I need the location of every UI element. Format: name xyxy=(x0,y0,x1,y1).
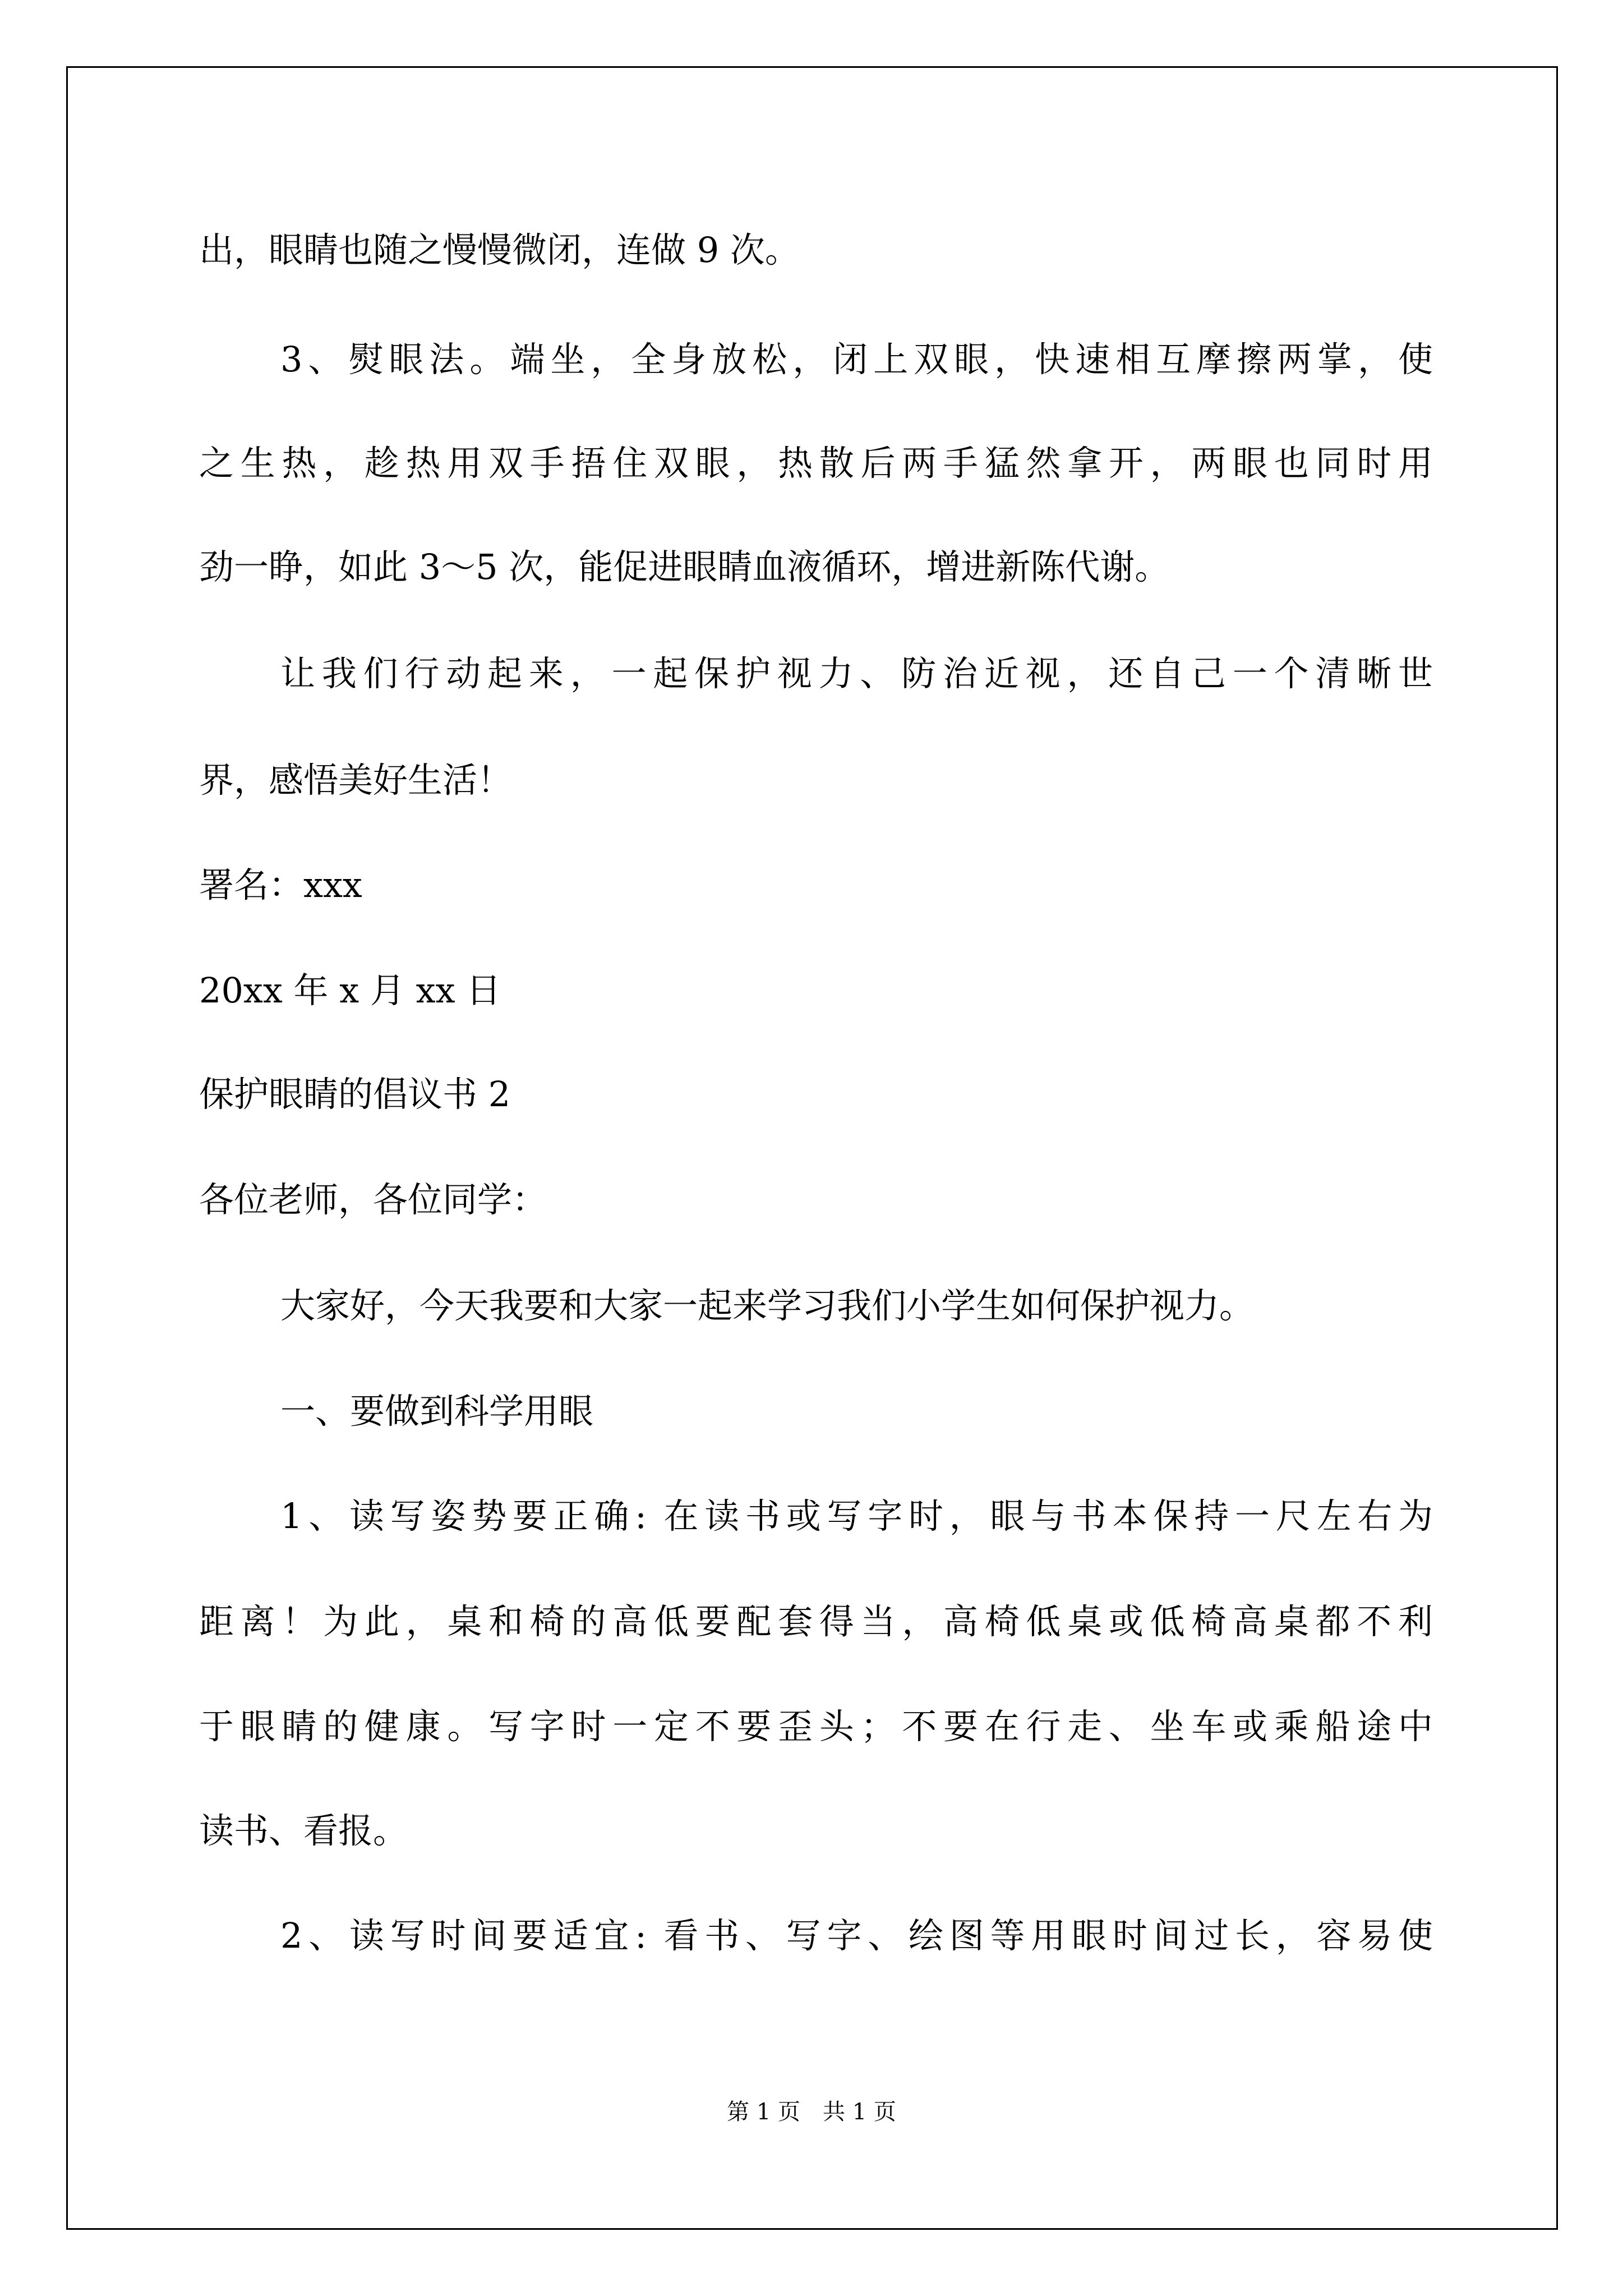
body-line-16: 读书、看报。 xyxy=(199,1810,408,1851)
body-line-1: 出，眼睛也随之慢慢微闭，连做 9 次。 xyxy=(199,229,800,270)
body-line-14: 距离！为此，桌和椅的高低要配套得当，高椅低桌或低椅高桌都不利 xyxy=(199,1601,1433,1642)
page-border xyxy=(66,66,1558,2230)
body-line-6: 界，感悟美好生活！ xyxy=(199,760,513,800)
body-line-11: 大家好，今天我要和大家一起来学习我们小学生如何保护视力。 xyxy=(280,1285,1255,1326)
body-line-4: 劲一睁，如此 3～5 次，能促进眼睛血液循环，增进新陈代谢。 xyxy=(199,546,1170,587)
page-footer: 第 1 页 共 1 页 xyxy=(727,2099,896,2125)
body-line-13: 1、读写姿势要正确: 在读书或写字时，眼与书本保持一尺左右为 xyxy=(280,1496,1433,1536)
body-line-2: 3、熨眼法。端坐，全身放松，闭上双眼，快速相互摩擦两掌，使 xyxy=(280,339,1433,380)
signature-line: 署名：xxx xyxy=(199,864,362,905)
body-line-12: 一、要做到科学用眼 xyxy=(280,1391,594,1432)
body-line-3: 之生热，趁热用双手捂住双眼，热散后两手猛然拿开，两眼也同时用 xyxy=(199,443,1433,484)
body-line-17: 2、读写时间要适宜: 看书、写字、绘图等用眼时间过长，容易使 xyxy=(280,1915,1433,1956)
salutation-line: 各位老师，各位同学： xyxy=(199,1179,547,1220)
date-line: 20xx 年 x 月 xx 日 xyxy=(199,970,501,1011)
body-line-5: 让我们行动起来，一起保护视力、防治近视，还自己一个清晰世 xyxy=(280,653,1433,694)
body-line-15: 于眼睛的健康。写字时一定不要歪头；不要在行走、坐车或乘船途中 xyxy=(199,1706,1433,1747)
section-title: 保护眼睛的倡议书 2 xyxy=(199,1074,511,1115)
